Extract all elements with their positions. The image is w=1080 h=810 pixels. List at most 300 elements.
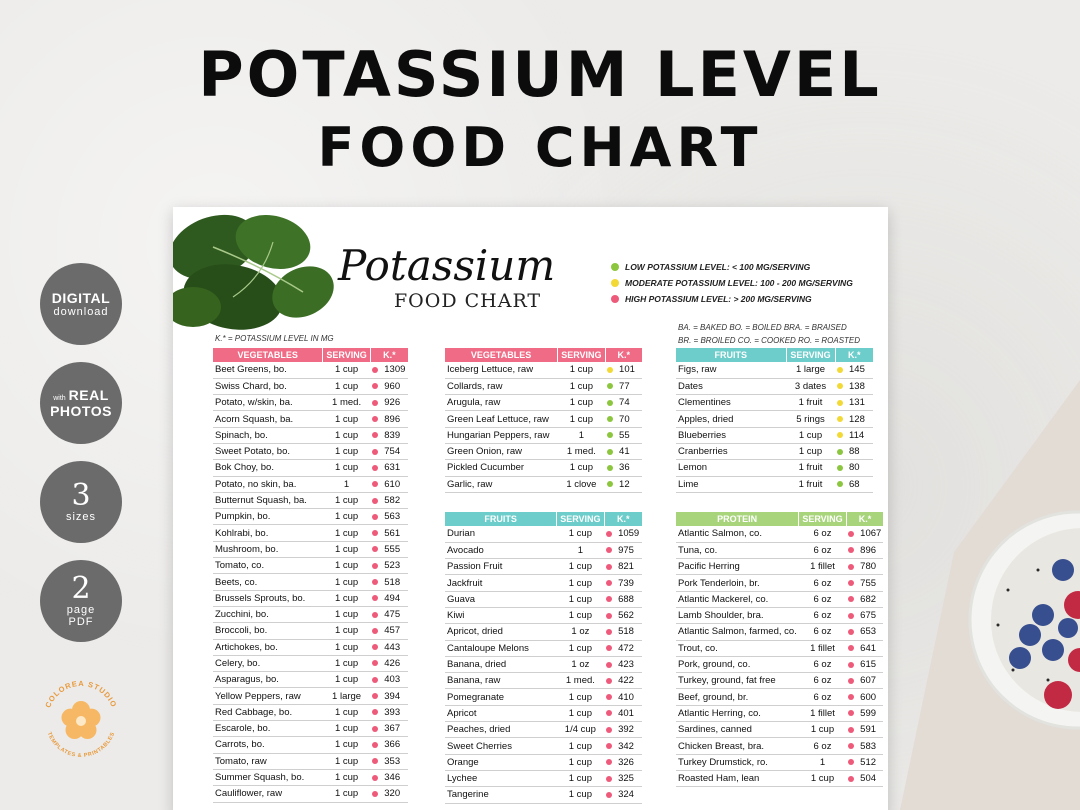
food-name: Avocado xyxy=(445,542,557,558)
potassium-cell xyxy=(370,737,408,753)
food-name: Passion Fruit xyxy=(445,559,557,575)
table-row xyxy=(213,672,408,688)
food-name: Celery, bo. xyxy=(213,655,323,671)
table-row xyxy=(676,770,883,786)
flower-icon xyxy=(62,701,101,739)
potassium-cell xyxy=(370,688,408,704)
level-dot-icon xyxy=(837,432,843,438)
food-name: Dates xyxy=(676,378,786,394)
level-dot-icon xyxy=(372,465,378,471)
serving-size: 3 dates xyxy=(786,378,835,394)
table-row xyxy=(676,624,883,640)
level-dot-icon xyxy=(606,580,612,586)
serving-size: 1 cup xyxy=(323,525,370,541)
protein-table xyxy=(676,512,883,787)
potassium-cell xyxy=(846,754,883,770)
level-dot-icon xyxy=(848,547,854,553)
food-name: Pacific Herring xyxy=(676,559,799,575)
level-dot-icon xyxy=(372,400,378,406)
table-row xyxy=(213,786,408,802)
potassium-cell xyxy=(835,395,873,411)
food-name: Roasted Ham, lean xyxy=(676,770,799,786)
potassium-cell xyxy=(370,590,408,606)
food-name: Asparagus, bo. xyxy=(213,672,323,688)
potassium-cell xyxy=(370,721,408,737)
potassium-cell xyxy=(835,460,873,476)
table-row xyxy=(213,460,408,476)
level-dot-icon xyxy=(607,400,613,406)
table-row xyxy=(676,673,883,689)
food-name: Iceberg Lettuce, raw xyxy=(445,362,558,378)
level-dot-icon xyxy=(848,776,854,782)
potassium-cell xyxy=(604,770,642,786)
table-row xyxy=(676,362,873,378)
level-dot-icon xyxy=(372,677,378,683)
food-name: Banana, raw xyxy=(445,673,557,689)
food-name: Potato, w/skin, ba. xyxy=(213,395,323,411)
potassium-cell xyxy=(846,526,883,542)
serving-size: 1 cup xyxy=(557,689,604,705)
food-name: Turkey Drumstick, ro. xyxy=(676,754,799,770)
potassium-cell xyxy=(604,689,642,705)
food-name: Trout, co. xyxy=(676,640,799,656)
level-dot-icon xyxy=(606,629,612,635)
level-dot-icon xyxy=(372,709,378,715)
potassium-value: 393 xyxy=(384,706,401,718)
level-dot-icon xyxy=(372,775,378,781)
serving-size: 1 xyxy=(557,542,604,558)
level-dot-icon xyxy=(606,678,612,684)
potassium-value: 518 xyxy=(618,626,634,638)
potassium-value: 443 xyxy=(384,641,401,653)
level-dot-icon xyxy=(606,743,612,749)
potassium-cell xyxy=(846,542,883,558)
potassium-cell xyxy=(604,575,642,591)
level-dot-icon xyxy=(372,791,378,797)
serving-size: 1 cup xyxy=(557,607,604,623)
serving-size: 1 xyxy=(558,427,605,443)
table-row xyxy=(213,704,408,720)
serving-size: 1 cup xyxy=(323,362,370,378)
table-row xyxy=(213,753,408,769)
table-row xyxy=(676,526,883,542)
green-dot-icon xyxy=(611,263,619,271)
serving-size: 1 cup xyxy=(557,526,604,542)
table-row xyxy=(213,427,408,443)
serving-size: 6 oz xyxy=(799,656,846,672)
logo-top-text: COLOREA STUDIO xyxy=(43,678,119,710)
table-row xyxy=(676,705,883,721)
potassium-cell xyxy=(604,705,642,721)
table-row xyxy=(445,607,642,623)
potassium-value: 403 xyxy=(384,674,401,686)
food-name: Butternut Squash, ba. xyxy=(213,492,323,508)
sheet-title: Potassium xyxy=(338,241,556,290)
food-name: Spinach, bo. xyxy=(213,427,323,443)
food-name: Broccoli, bo. xyxy=(213,623,323,639)
food-name: Yellow Peppers, raw xyxy=(213,688,323,704)
potassium-value: 615 xyxy=(860,659,877,671)
serving-size: 1 cup xyxy=(799,770,846,786)
potassium-value: 1059 xyxy=(618,528,640,540)
level-dot-icon xyxy=(372,595,378,601)
potassium-value: 325 xyxy=(618,773,634,785)
food-name: Beets, co. xyxy=(213,574,323,590)
fruits-table-1 xyxy=(445,512,642,804)
potassium-value: 353 xyxy=(384,755,401,767)
level-dot-icon xyxy=(607,481,613,487)
serving-size: 1 cup xyxy=(323,411,370,427)
potassium-value: 326 xyxy=(618,756,634,768)
serving-size: 1 cup xyxy=(557,754,604,770)
serving-size: 6 oz xyxy=(799,607,846,623)
food-name: Mushroom, bo. xyxy=(213,541,323,557)
table-row xyxy=(676,575,883,591)
potassium-value: 610 xyxy=(384,478,401,490)
yellow-dot-icon xyxy=(611,279,619,287)
potassium-value: 821 xyxy=(618,561,634,573)
serving-size: 6 oz xyxy=(799,738,846,754)
abbreviation-line: BA. = BAKED BO. = BOILED BRA. = BRAISED xyxy=(678,323,847,332)
level-dot-icon xyxy=(372,644,378,650)
level-dot-icon xyxy=(372,660,378,666)
table-row xyxy=(445,460,642,476)
food-name: Atlantic Salmon, co. xyxy=(676,526,799,542)
potassium-value: 41 xyxy=(619,446,630,458)
potassium-cell xyxy=(370,476,408,492)
food-name: Summer Squash, bo. xyxy=(213,769,323,785)
page-title-line-1: POTASSIUM LEVEL xyxy=(198,38,882,111)
level-dot-icon xyxy=(606,759,612,765)
level-dot-icon xyxy=(606,710,612,716)
serving-size: 1 cup xyxy=(557,575,604,591)
table-row xyxy=(676,738,883,754)
serving-size: 1 cup xyxy=(323,721,370,737)
potassium-cell xyxy=(846,689,883,705)
table-row xyxy=(213,411,408,427)
spinach-leaves-image xyxy=(173,207,343,332)
food-name: Brussels Sprouts, bo. xyxy=(213,590,323,606)
food-name: Green Leaf Lettuce, raw xyxy=(445,411,558,427)
food-name: Apricot, dried xyxy=(445,624,557,640)
table-row xyxy=(213,395,408,411)
level-dot-icon xyxy=(607,432,613,438)
food-name: Escarole, bo. xyxy=(213,721,323,737)
page-title-line-2: FOOD CHART xyxy=(317,116,763,179)
food-name: Guava xyxy=(445,591,557,607)
table-row xyxy=(213,492,408,508)
potassium-value: 839 xyxy=(384,429,401,441)
serving-size: 1 med. xyxy=(557,673,604,689)
potassium-value: 563 xyxy=(384,511,401,523)
food-name: Green Onion, raw xyxy=(445,443,558,459)
table-row xyxy=(676,689,883,705)
digital-download-badge xyxy=(40,263,122,345)
badge-number: 2 xyxy=(71,571,91,606)
potassium-cell xyxy=(370,492,408,508)
serving-size: 1 fillet xyxy=(799,559,846,575)
level-dot-icon xyxy=(606,694,612,700)
abbreviations-note xyxy=(678,321,860,347)
potassium-cell xyxy=(846,738,883,754)
fruits-table-2 xyxy=(676,348,873,493)
potassium-cell xyxy=(605,362,642,378)
food-name: Chicken Breast, bra. xyxy=(676,738,799,754)
table-row xyxy=(213,590,408,606)
food-name: Kiwi xyxy=(445,607,557,623)
potassium-cell xyxy=(370,525,408,541)
potassium-value: 896 xyxy=(860,544,877,556)
potassium-value: 561 xyxy=(384,527,401,539)
potassium-cell xyxy=(604,722,642,738)
potassium-value: 523 xyxy=(384,560,401,572)
potassium-value: 423 xyxy=(618,659,634,671)
potassium-value: 641 xyxy=(860,642,877,654)
potassium-value: 88 xyxy=(849,446,860,458)
potassium-value: 780 xyxy=(860,561,877,573)
level-dot-icon xyxy=(837,367,843,373)
serving-size: 1 med. xyxy=(558,443,605,459)
sizes-badge xyxy=(40,461,122,543)
serving-size: 6 oz xyxy=(799,673,846,689)
table-row xyxy=(445,378,642,394)
table-row xyxy=(445,526,642,542)
potassium-value: 74 xyxy=(619,397,630,409)
level-dot-icon xyxy=(606,645,612,651)
column-header-food: FRUITS xyxy=(676,348,786,362)
potassium-cell xyxy=(604,754,642,770)
serving-size: 6 oz xyxy=(799,689,846,705)
potassium-cell xyxy=(846,673,883,689)
food-name: Apricot xyxy=(445,705,557,721)
red-dot-icon xyxy=(611,295,619,303)
table-row xyxy=(213,541,408,557)
badge-number: 3 xyxy=(71,478,91,513)
potassium-value: 926 xyxy=(384,397,401,409)
food-name: Arugula, raw xyxy=(445,395,558,411)
potassium-cell xyxy=(370,378,408,394)
potassium-cell xyxy=(370,623,408,639)
level-dot-icon xyxy=(848,580,854,586)
abbreviation-line: BR. = BROILED CO. = COOKED RO. = ROASTED xyxy=(678,336,861,345)
food-name: Carrots, bo. xyxy=(213,737,323,753)
yogurt-berry-bowl-image xyxy=(968,510,1080,740)
serving-size: 1 xyxy=(799,754,846,770)
level-dot-icon xyxy=(848,710,854,716)
food-name: Red Cabbage, bo. xyxy=(213,704,323,720)
table-row xyxy=(213,525,408,541)
serving-size: 1 fruit xyxy=(786,460,835,476)
potassium-value: 457 xyxy=(384,625,401,637)
column-header-k: K.* xyxy=(370,348,408,362)
food-name: Tuna, co. xyxy=(676,542,799,558)
level-dot-icon xyxy=(372,579,378,585)
table-row xyxy=(213,558,408,574)
table-row xyxy=(676,427,873,443)
column-header-k: K.* xyxy=(835,348,873,362)
serving-size: 1 cup xyxy=(323,753,370,769)
potassium-cell xyxy=(605,378,642,394)
table-row xyxy=(213,476,408,492)
potassium-cell xyxy=(370,541,408,557)
level-dot-icon xyxy=(607,465,613,471)
serving-size: 1 cup xyxy=(323,639,370,655)
column-header-food: PROTEIN xyxy=(676,512,799,526)
potassium-cell xyxy=(846,607,883,623)
potassium-value: 410 xyxy=(618,691,634,703)
serving-size: 1 cup xyxy=(323,590,370,606)
serving-size: 1 cup xyxy=(323,427,370,443)
real-photos-badge xyxy=(40,362,122,444)
serving-size: 1 cup xyxy=(558,378,605,394)
potassium-value: 426 xyxy=(384,657,401,669)
food-name: Cantaloupe Melons xyxy=(445,640,557,656)
food-name: Swiss Chard, bo. xyxy=(213,378,323,394)
potassium-cell xyxy=(846,559,883,575)
table-row xyxy=(213,443,408,459)
column-header-k: K.* xyxy=(605,348,642,362)
food-name: Apples, dried xyxy=(676,411,786,427)
serving-size: 1 cup xyxy=(323,606,370,622)
food-name: Banana, dried xyxy=(445,656,557,672)
serving-size: 1 large xyxy=(786,362,835,378)
level-dot-icon xyxy=(848,743,854,749)
table-row xyxy=(213,655,408,671)
food-name: Acorn Squash, ba. xyxy=(213,411,323,427)
table-row xyxy=(213,721,408,737)
potassium-cell xyxy=(846,656,883,672)
page-pdf-badge xyxy=(40,560,122,642)
potassium-value: 518 xyxy=(384,576,401,588)
level-dot-icon xyxy=(372,416,378,422)
potassium-cell xyxy=(370,606,408,622)
level-dot-icon xyxy=(607,383,613,389)
potassium-value: 582 xyxy=(384,495,401,507)
potassium-value: 36 xyxy=(619,462,630,474)
table-row xyxy=(445,722,642,738)
potassium-cell xyxy=(370,672,408,688)
serving-size: 1 cup xyxy=(558,411,605,427)
serving-size: 1 cup xyxy=(786,443,835,459)
table-row xyxy=(445,476,642,492)
potassium-cell xyxy=(604,656,642,672)
serving-size: 1 med. xyxy=(323,395,370,411)
table-row xyxy=(445,738,642,754)
level-dot-icon xyxy=(606,792,612,798)
serving-size: 1 fillet xyxy=(799,705,846,721)
table-row xyxy=(676,476,873,492)
potassium-value: 145 xyxy=(849,364,865,376)
potassium-cell xyxy=(370,574,408,590)
level-dot-icon xyxy=(848,694,854,700)
badge-caption: with xyxy=(53,395,66,402)
badge-caption: PDF xyxy=(68,616,94,628)
level-dot-icon xyxy=(848,531,854,537)
table-row xyxy=(676,591,883,607)
potassium-cell xyxy=(605,411,642,427)
serving-size: 6 oz xyxy=(799,591,846,607)
serving-size: 1 cup xyxy=(323,623,370,639)
level-dot-icon xyxy=(848,613,854,619)
potassium-value: 1067 xyxy=(860,528,882,540)
serving-size: 1 cup xyxy=(323,786,370,802)
level-dot-icon xyxy=(848,759,854,765)
serving-size: 1 cup xyxy=(557,559,604,575)
potassium-cell xyxy=(604,624,642,640)
potassium-cell xyxy=(604,673,642,689)
potassium-cell xyxy=(370,395,408,411)
potassium-cell xyxy=(835,411,873,427)
table-row xyxy=(213,688,408,704)
food-name: Cauliflower, raw xyxy=(213,786,323,802)
potassium-cell xyxy=(370,704,408,720)
serving-size: 1 cup xyxy=(558,460,605,476)
potassium-value: 755 xyxy=(860,577,877,589)
level-dot-icon xyxy=(372,612,378,618)
food-name: Artichokes, bo. xyxy=(213,639,323,655)
table-row xyxy=(676,656,883,672)
badge-label: PHOTOS xyxy=(50,403,112,419)
potassium-value: 960 xyxy=(384,380,401,392)
level-dot-icon xyxy=(606,662,612,668)
potassium-value: 320 xyxy=(384,788,401,800)
serving-size: 1 fruit xyxy=(786,476,835,492)
table-row xyxy=(213,639,408,655)
level-dot-icon xyxy=(372,383,378,389)
potassium-value: 682 xyxy=(860,593,877,605)
potassium-value: 599 xyxy=(860,707,877,719)
table-row xyxy=(213,362,408,378)
food-name: Atlantic Salmon, farmed, co. xyxy=(676,624,799,640)
potassium-value: 131 xyxy=(849,397,865,409)
legend-item-low xyxy=(611,259,853,275)
table-row xyxy=(213,509,408,525)
potassium-value: 114 xyxy=(849,429,865,441)
food-name: Pomegranate xyxy=(445,689,557,705)
potassium-value: 512 xyxy=(860,756,877,768)
potassium-value: 68 xyxy=(849,478,860,490)
serving-size: 1 oz xyxy=(557,624,604,640)
food-name: Tangerine xyxy=(445,787,557,803)
serving-size: 1 cup xyxy=(323,737,370,753)
potassium-value: 392 xyxy=(618,724,634,736)
food-name: Beet Greens, bo. xyxy=(213,362,323,378)
food-name: Blueberries xyxy=(676,427,786,443)
potassium-value: 138 xyxy=(849,380,865,392)
table-row xyxy=(445,673,642,689)
level-dot-icon xyxy=(848,678,854,684)
level-dot-icon xyxy=(372,530,378,536)
potassium-value: 739 xyxy=(618,577,634,589)
potassium-cell xyxy=(846,705,883,721)
column-header-serving: SERVING xyxy=(799,512,846,526)
food-name: Lamb Shoulder, bra. xyxy=(676,607,799,623)
vegetables-table-2 xyxy=(445,348,642,493)
legend-item-high xyxy=(611,291,853,307)
potassium-value: 562 xyxy=(618,610,634,622)
potassium-value: 653 xyxy=(860,626,877,638)
potassium-cell xyxy=(835,476,873,492)
serving-size: 6 oz xyxy=(799,575,846,591)
potassium-cell xyxy=(835,378,873,394)
level-dot-icon xyxy=(372,693,378,699)
food-name: Pickled Cucumber xyxy=(445,460,558,476)
food-name: Tomato, raw xyxy=(213,753,323,769)
potassium-value: 600 xyxy=(860,691,877,703)
k-definition-note: K.* = POTASSIUM LEVEL IN MG xyxy=(215,334,334,343)
table-row xyxy=(445,656,642,672)
table-row xyxy=(676,754,883,770)
